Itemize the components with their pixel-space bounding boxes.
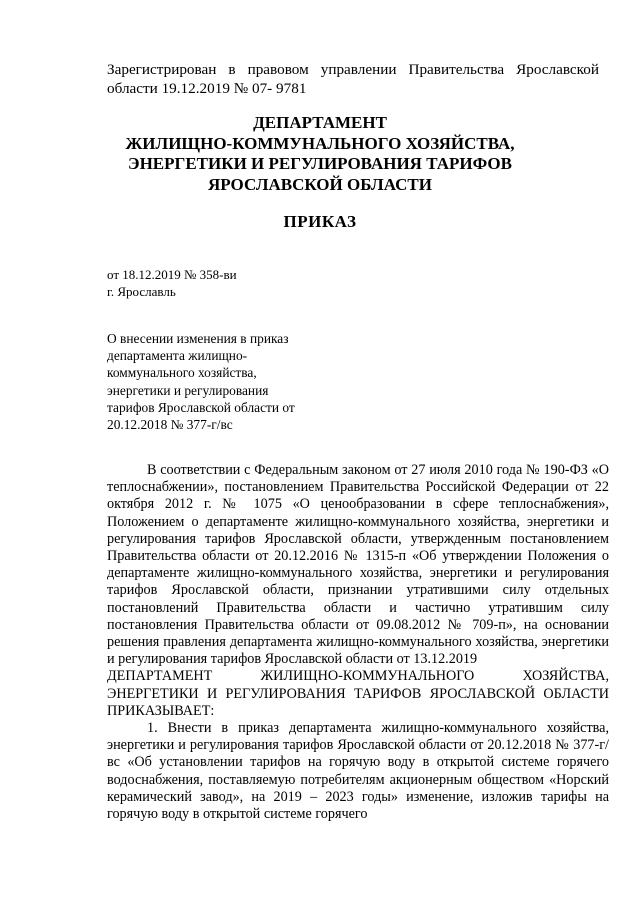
header-line: ЖИЛИЩНО-КОММУНАЛЬНОГО ХОЗЯЙСТВА, bbox=[125, 133, 515, 153]
order-city: г. Ярославль bbox=[107, 284, 176, 299]
order-meta bbox=[107, 266, 237, 300]
department-header bbox=[60, 113, 580, 195]
decree-paragraph: ДЕПАРТАМЕНТ ЖИЛИЩНО-КОММУНАЛЬНОГО ХОЗЯЙСТВА, ЭНЕРГЕТИКИ И РЕГУЛИРОВАНИЯ ТАРИФОВ ЯРОСЛАВСКОЙ ОБЛАСТИ ПРИКАЗЫВАЕТ: bbox=[107, 668, 609, 719]
header-line: ДЕПАРТАМЕНТ bbox=[253, 113, 387, 132]
order-date-number: от 18.12.2019 № 358-ви bbox=[107, 267, 237, 282]
subject-line: О внесении изменения в приказ bbox=[107, 331, 289, 346]
item-1-paragraph: 1. Внести в приказ департамента жилищно-коммунального хозяйства, энергетики и регулирования тарифов Ярославской области от 20.12.2018 № 377-г/вс «Об установлении тарифов на горячую воду в открытой системе горячего водоснабжения, поставляемую потребителям акционерным обществом «Норский керамический завод», на 2019 – 2023 годы» изменение, изложив тарифы на горячую воду в открытой системе горячего bbox=[107, 720, 609, 823]
subject-line: 20.12.2018 № 377-г/вс bbox=[107, 417, 233, 433]
subject-line: департамента жилищно- bbox=[107, 348, 248, 364]
order-body bbox=[107, 462, 609, 823]
preamble-paragraph: В соответствии с Федеральным законом от 27 июля 2010 года № 190-ФЗ «О теплоснабжении», постановлением Правительства Российской Федерации от 22 октября 2012 г. № 1075 «О ценообразовании в сфере теплоснабжения», Положением о департаменте жилищно-коммунального хозяйства, энергетики и регулирования тарифов Ярославской области, утвержденным постановлением Правительства области от 20.12.2016 № 1315-п «Об утверждении Положения о департаменте жилищно-коммунального хозяйства, энергетики и регулирования тарифов Ярославской области, признании утратившими силу отдельных постановлений Правительства области и частично утратившим силу постановления Правительства области от 09.08.2012 № 709-п», на основании решения правления департамента жилищно-коммунального хозяйства, энергетики и регулирования тарифов Ярославской области от 13.12.2019 bbox=[107, 462, 609, 668]
subject-line: энергетики и регулирования bbox=[107, 382, 269, 398]
header-line: ЯРОСЛАВСКОЙ ОБЛАСТИ bbox=[208, 174, 432, 194]
registration-note: Зарегистрирован в правовом управлении Правительства Ярославской области 19.12.2019 № 07- 9781 bbox=[107, 61, 599, 97]
order-title: ПРИКАЗ bbox=[283, 212, 357, 231]
header-line: ЭНЕРГЕТИКИ И РЕГУЛИРОВАНИЯ ТАРИФОВ bbox=[128, 154, 512, 173]
subject-line: тарифов Ярославской области от bbox=[107, 399, 295, 415]
order-subject bbox=[107, 330, 347, 433]
subject-line: коммунального хозяйства, bbox=[107, 365, 257, 381]
